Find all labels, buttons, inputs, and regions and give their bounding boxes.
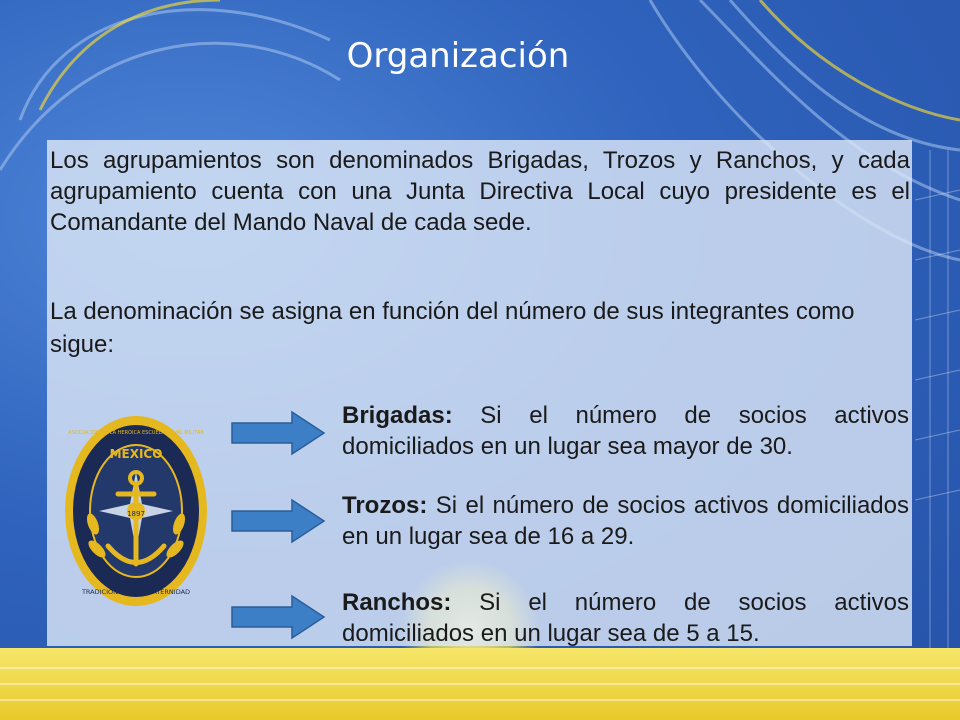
item-text: Si el número de socios activos domiciliados en un lugar sea de 16 a 29. [342,492,909,550]
arrow-right-icon [230,498,326,544]
emblem-motto: TRADICIÓN PATRIA FRATERNIDAD [81,588,191,596]
list-item-brigadas [342,400,909,462]
item-text: Si el número de socios activos domiciliados en un lugar sea mayor de 30. [342,402,910,460]
slide-title: Organización [346,36,570,76]
emblem-ring-text: ASOCIACIÓN DE LA HEROICA ESCUELA NAVAL MILITAR [68,430,204,436]
intro-paragraph: Los agrupamientos son denominados Brigadas, Trozos y Ranchos, y cada agrupamiento cuenta con una Junta Directiva Local cuyo presidente es el Comandante del Mando Naval de cada sede. [50,147,910,236]
naval-school-emblem-logo [63,414,209,608]
emblem-year: 1897 [127,510,145,518]
lead-paragraph: La denominación se asigna en función del número de sus integrantes como sigue: [50,298,855,358]
item-term: Trozos: [342,492,428,519]
item-term: Brigadas: [342,402,453,429]
list-item-trozos [342,490,909,552]
emblem-country: MÉXICO [109,447,163,461]
item-term: Ranchos: [342,589,452,616]
arrow-right-icon [230,594,326,640]
list-item-ranchos [342,587,909,649]
item-text: Si el número de socios activos domiciliados en un lugar sea de 5 a 15. [342,589,910,647]
arrow-right-icon [230,410,326,456]
